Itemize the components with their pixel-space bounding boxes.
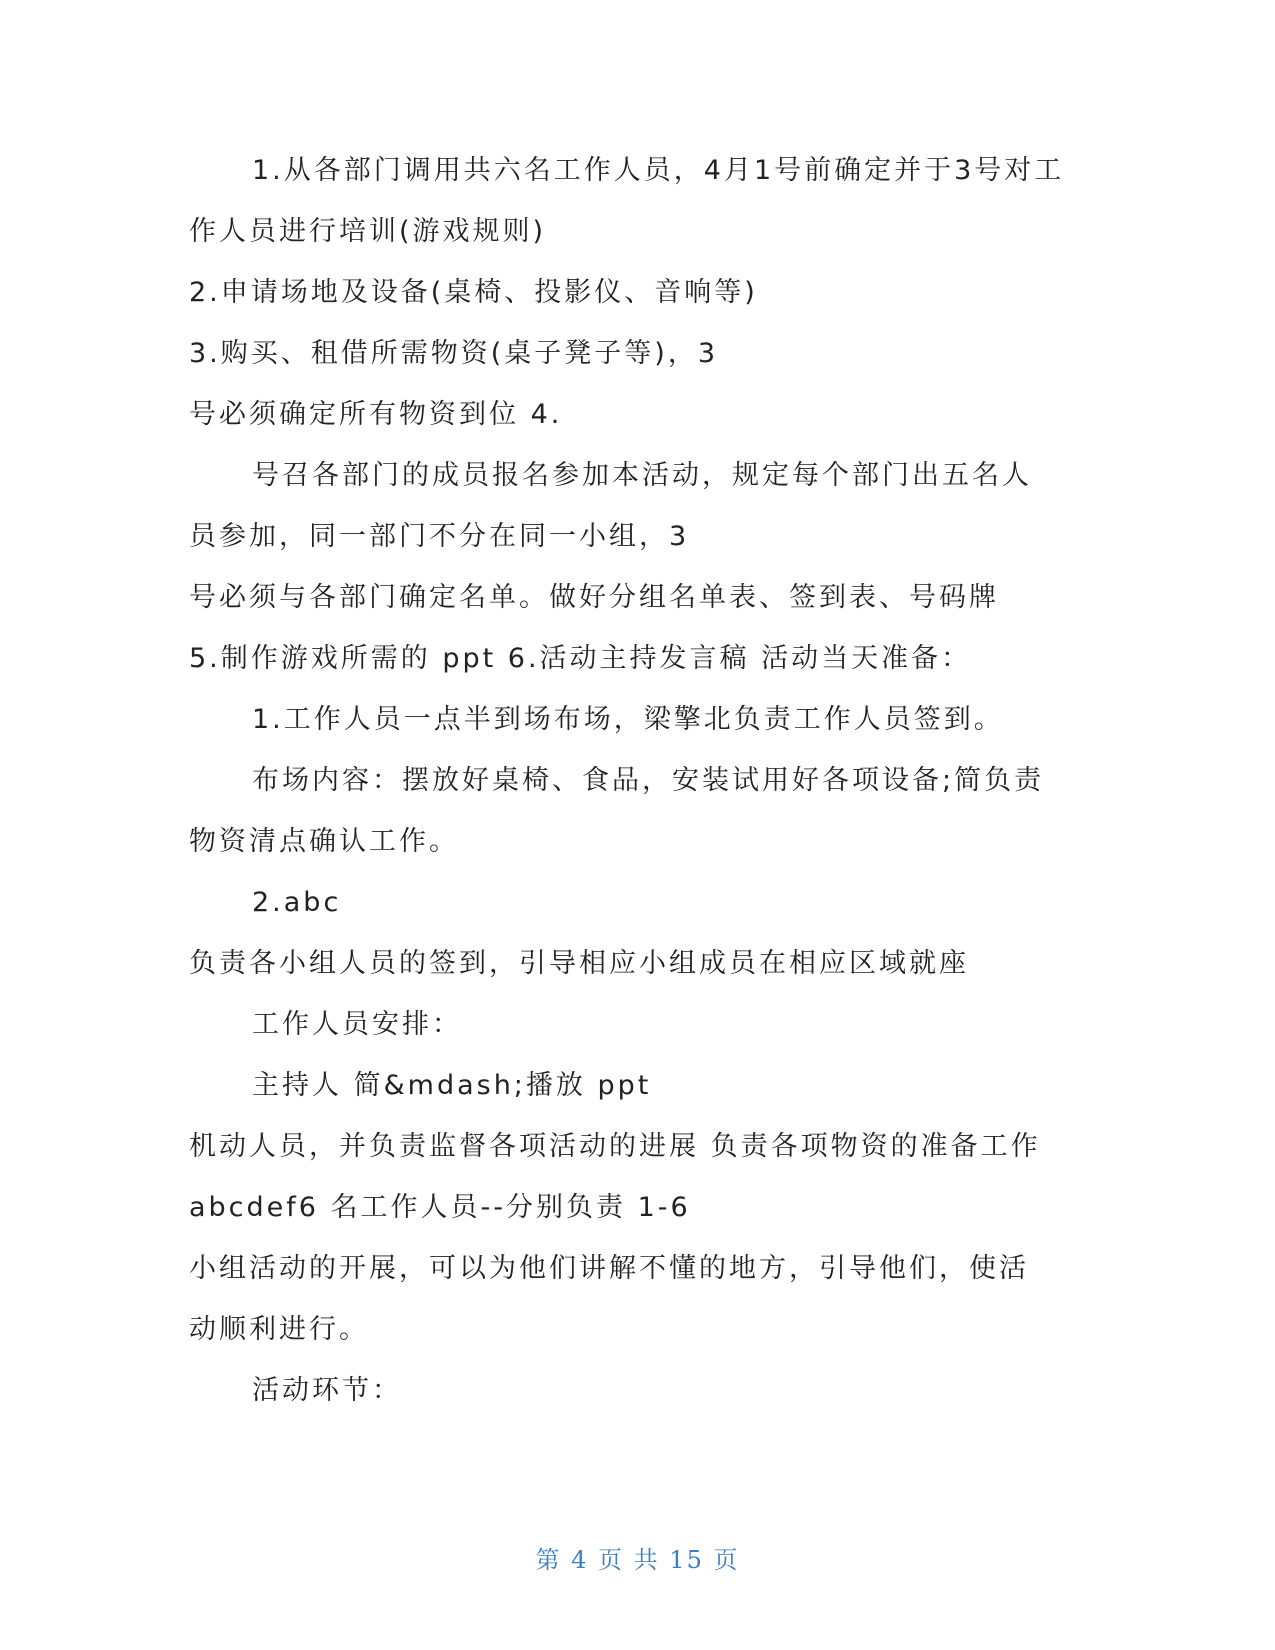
paragraph-line: 号召各部门的成员报名参加本活动，规定每个部门出五名人 [252, 460, 1032, 491]
paragraph-line: 号必须确定所有物资到位 4. [189, 399, 563, 430]
paragraph-line: 小组活动的开展，可以为他们讲解不懂的地方，引导他们，使活 [189, 1253, 1029, 1284]
page-footer [0, 1540, 1275, 1575]
paragraph-line: 2.abc [252, 887, 342, 918]
document-body [189, 140, 1089, 1421]
paragraph-line: 布场内容：摆放好桌椅、食品，安装试用好各项设备;简负责 [252, 765, 1045, 796]
paragraph-line: 1.工作人员一点半到场布场，梁擎北负责工作人员签到。 [252, 704, 1004, 735]
paragraph-line: 动顺利进行。 [189, 1314, 369, 1345]
paragraph-line: abcdef6 名工作人员--分别负责 1-6 [189, 1192, 691, 1223]
paragraph-line: 员参加，同一部门不分在同一小组，3 [189, 521, 690, 552]
paragraph-line: 2.申请场地及设备(桌椅、投影仪、音响等) [189, 277, 758, 308]
paragraph-line: 3.购买、租借所需物资(桌子凳子等)，3 [189, 338, 719, 369]
paragraph-line: 主持人 简&mdash;播放 ppt [252, 1070, 652, 1101]
page-number-label: 第 4 页 共 15 页 [535, 1546, 740, 1574]
paragraph-line: 工作人员安排： [252, 1009, 462, 1040]
paragraph-line: 机动人员，并负责监督各项活动的进展 负责各项物资的准备工作 [189, 1131, 1041, 1162]
paragraph-line: 1.从各部门调用共六名工作人员，4月1号前确定并于3号对工 [252, 155, 1065, 186]
paragraph-line: 负责各小组人员的签到，引导相应小组成员在相应区域就座 [189, 948, 969, 979]
paragraph-line: 5.制作游戏所需的 ppt 6.活动主持发言稿 活动当天准备： [189, 643, 972, 674]
paragraph-line: 作人员进行培训(游戏规则) [189, 216, 547, 247]
paragraph-line: 号必须与各部门确定名单。做好分组名单表、签到表、号码牌 [189, 582, 999, 613]
paragraph-line: 活动环节： [252, 1375, 402, 1406]
paragraph-line: 物资清点确认工作。 [189, 826, 459, 857]
